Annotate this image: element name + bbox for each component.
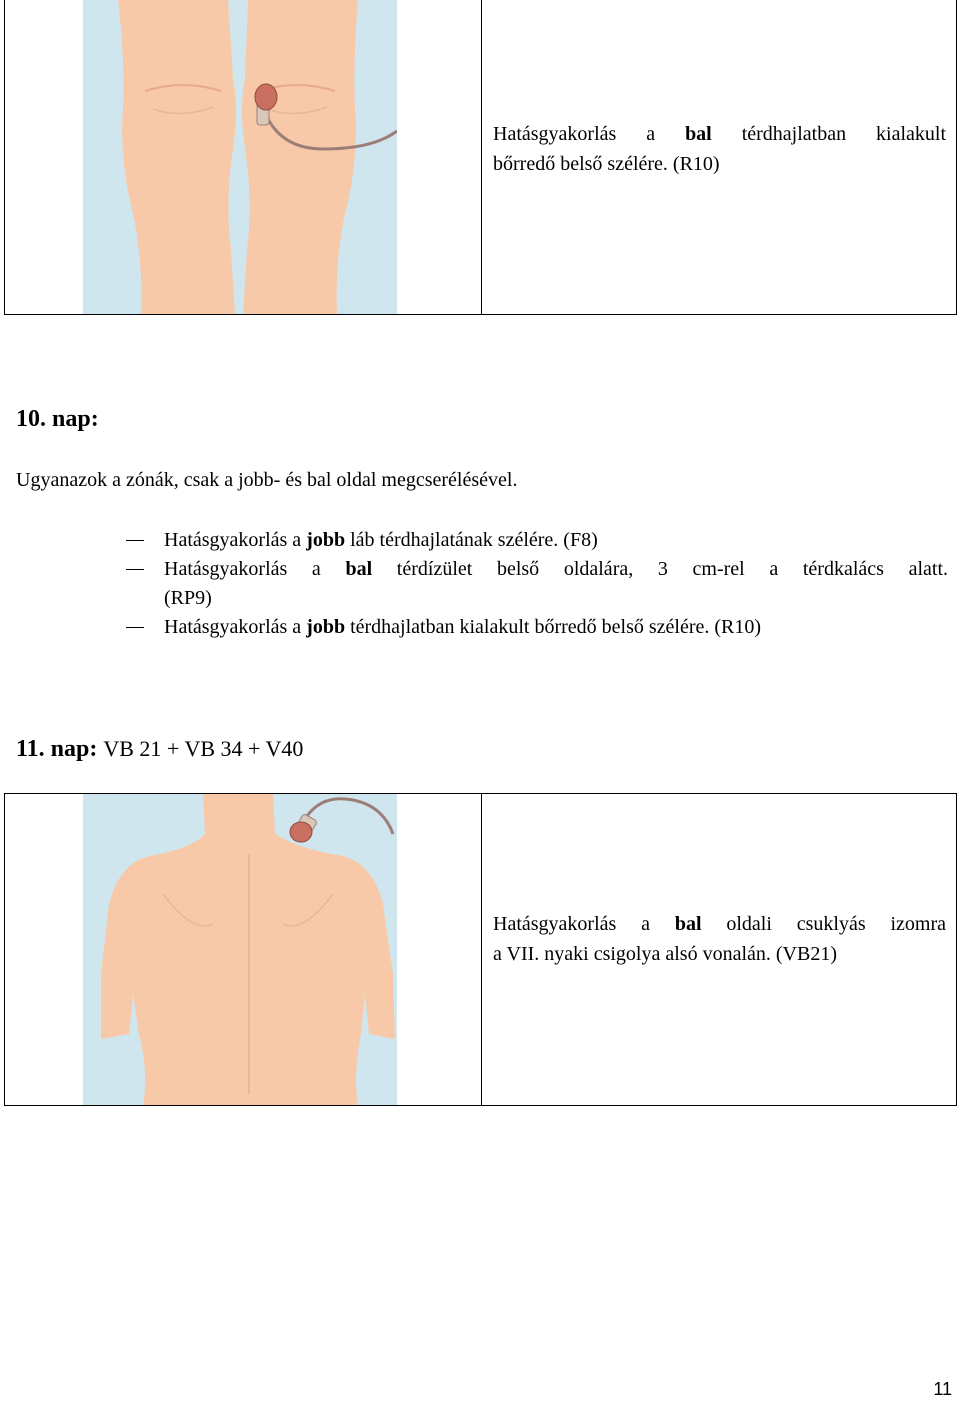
day-10-heading: 10. nap: xyxy=(16,406,99,432)
upper-back-image xyxy=(83,794,397,1105)
day-11-subtitle: VB 21 + VB 34 + V40 xyxy=(103,736,304,761)
list-item: Hatásgyakorlás a jobb láb térdhajlatának szélére. (F8) xyxy=(126,526,948,555)
box-description: Hatásgyakorlás a bal oldali csuklyás izomra a VII. nyaki csigolya alsó vonalán. (VB21) xyxy=(493,913,946,965)
list-item: Hatásgyakorlás a jobb térdhajlatban kialakult bőrredő belső szélére. (R10) xyxy=(126,613,948,642)
list-item-continuation: (RP9) xyxy=(164,587,212,609)
page-number: 11 xyxy=(933,1379,952,1399)
back-illustration xyxy=(83,794,397,1105)
day-10-intro: Ugyanazok a zónák, csak a jobb- és bal oldal megcserélésével. xyxy=(16,469,518,491)
dash-bullet xyxy=(126,627,144,628)
day-10-list xyxy=(126,526,948,642)
exercise-box-back xyxy=(4,793,957,1106)
box-description: Hatásgyakorlás a bal térdhajlatban kialakult bőrredő belső szélére. (R10) xyxy=(493,123,947,175)
box-divider xyxy=(481,794,482,1105)
box-divider xyxy=(481,0,482,314)
dash-bullet xyxy=(126,569,144,570)
list-item: Hatásgyakorlás a bal térdízület belső oldalára, 3 cm-rel a térdkalács alatt. xyxy=(126,555,948,584)
dash-bullet xyxy=(126,540,144,541)
knee-illustration xyxy=(83,0,397,314)
exercise-box-knee xyxy=(4,0,957,315)
legs-back-view-image xyxy=(83,0,397,314)
day-11-heading: 11. nap: VB 21 + VB 34 + V40 xyxy=(16,736,304,762)
